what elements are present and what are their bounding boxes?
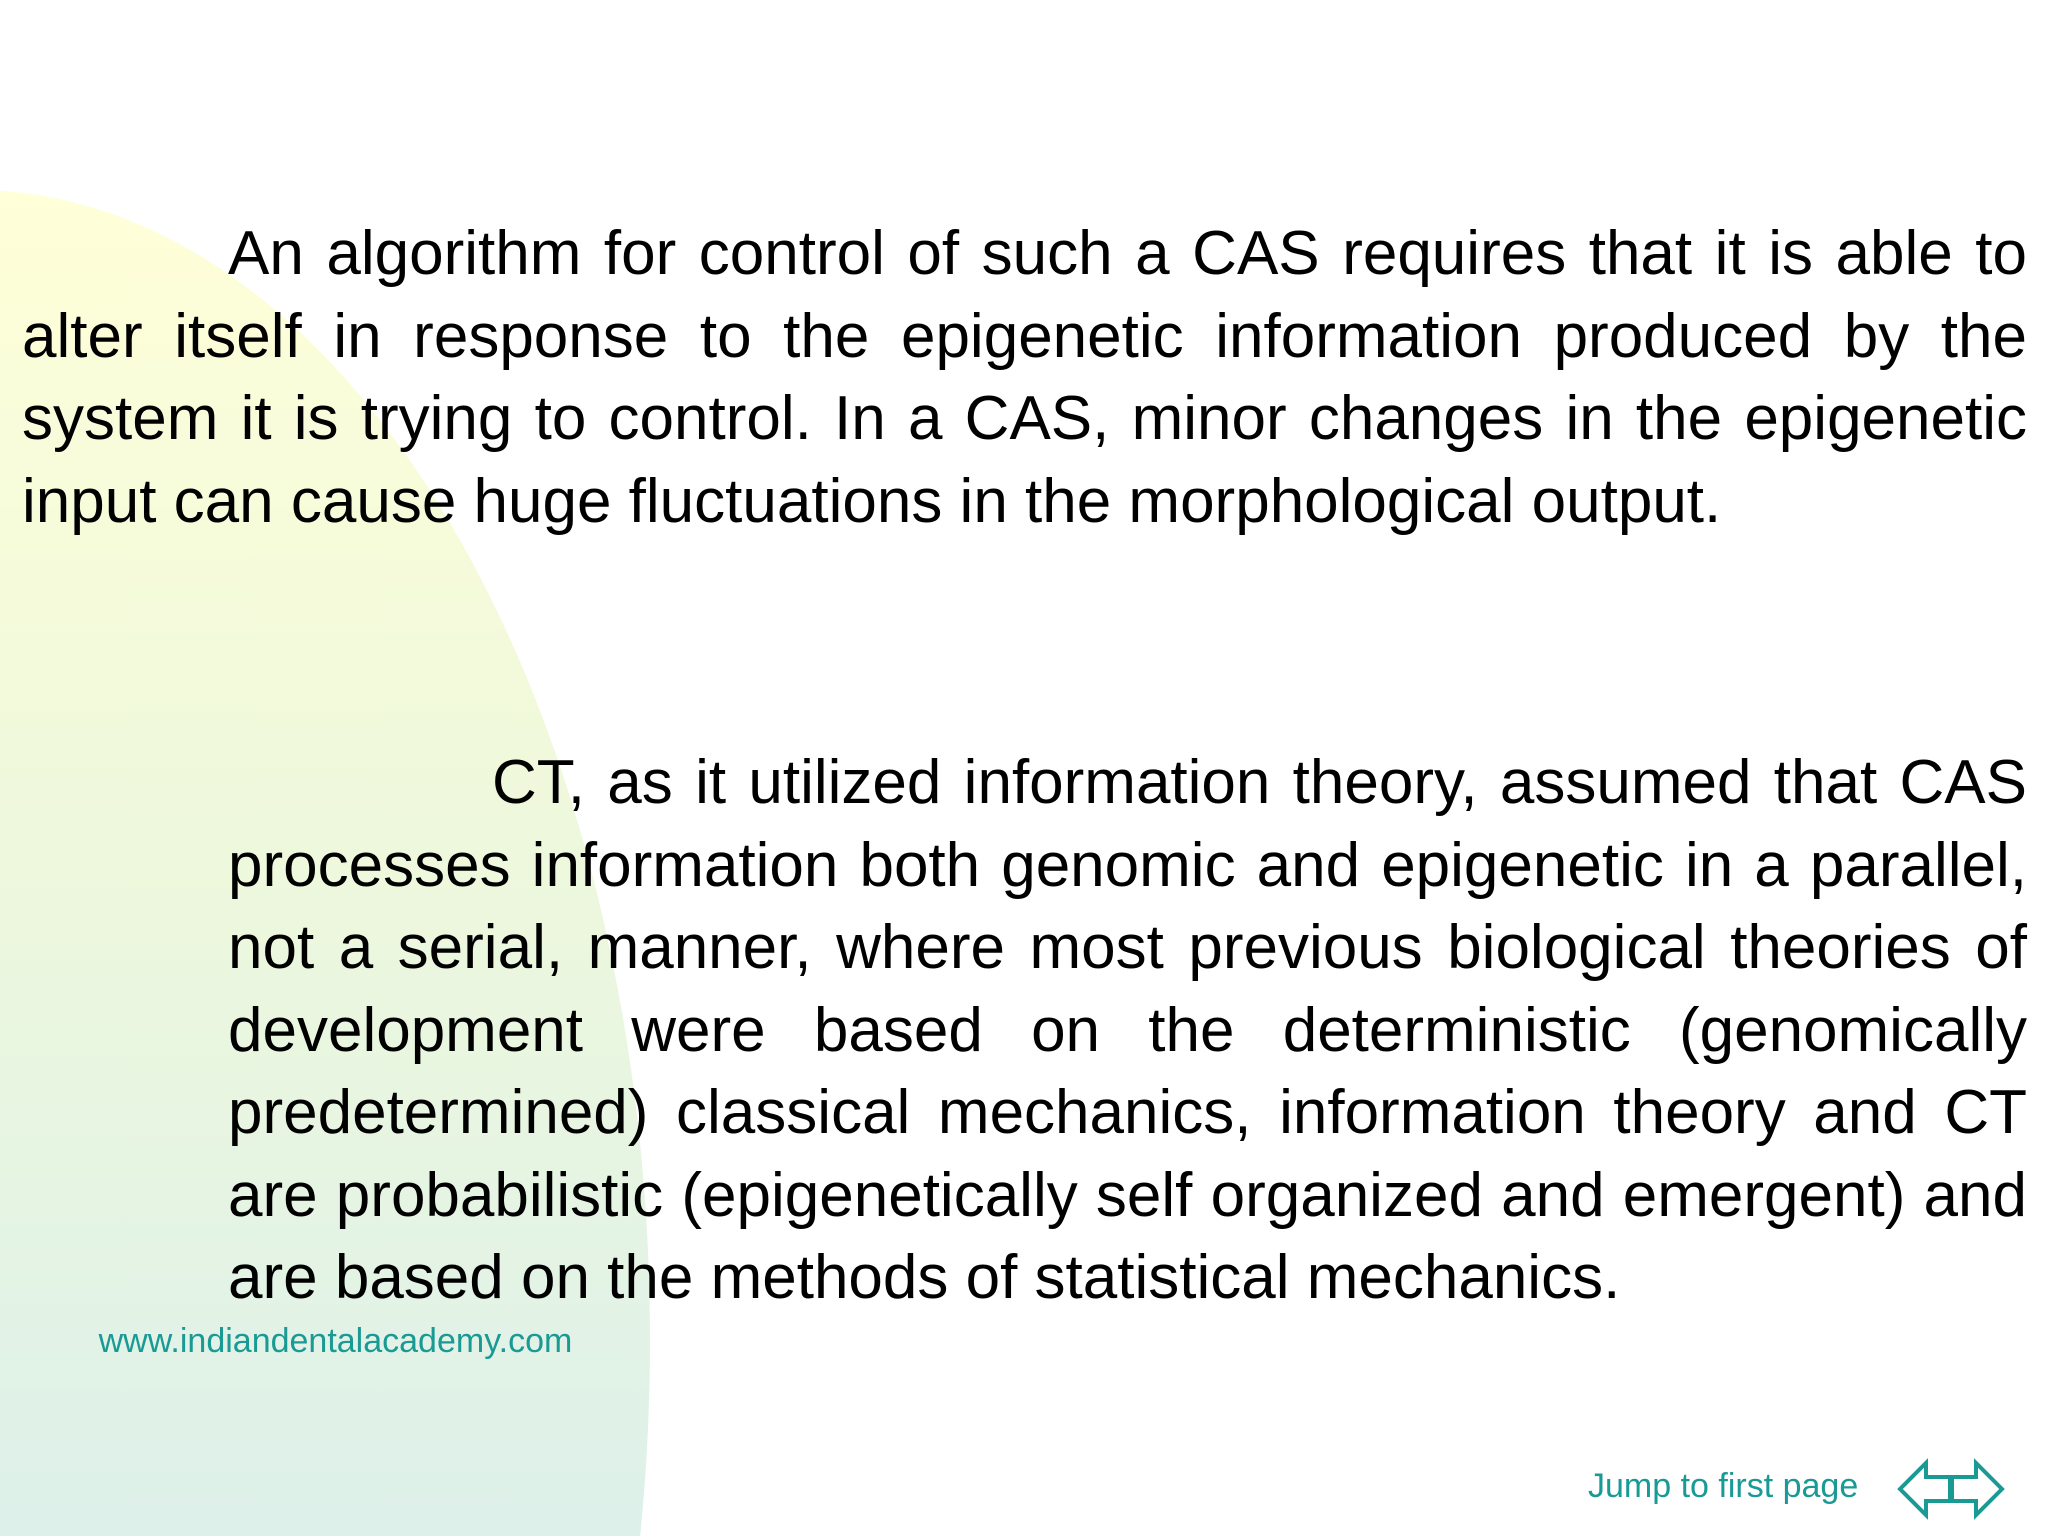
previous-slide-button[interactable]: [1896, 1458, 1951, 1520]
next-slide-button[interactable]: [1951, 1458, 2006, 1520]
paragraph-cas-algorithm: An algorithm for control of such a CAS requires that it is able to alter itself in response to the epigenetic information produced by the system it is trying to control. In a CAS, minor changes in the epigenetic input can cause huge fluctuations in the morphological output.: [22, 219, 2027, 536]
paragraph-ct-information-theory: CT, as it utilized information theory, assumed that CAS processes information both genomic and epigenetic in a parallel, not a serial, manner, where most previous biological theories of development were based on the deterministic (genomically predetermined) classical mechanics, information theory and CT are probabilistic (epigenetically self organized and emergent) and are based on the methods of statistical mechanics.: [228, 748, 2027, 1312]
arrow-right-icon: [1951, 1458, 2006, 1520]
watermark-url: www.indiandentalacademy.com: [98, 1322, 573, 1360]
slide-navigation: [1896, 1458, 2006, 1520]
jump-to-first-page-link[interactable]: Jump to first page: [1588, 1467, 1859, 1505]
arrow-left-icon: [1896, 1458, 1951, 1520]
